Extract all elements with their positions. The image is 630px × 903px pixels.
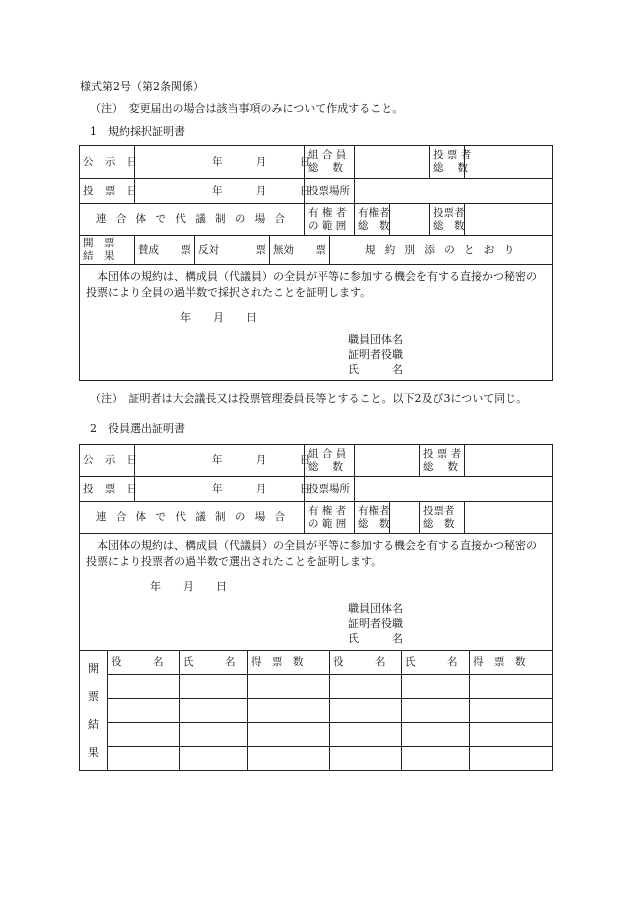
table-row	[80, 747, 553, 771]
votes-for-field[interactable]: 賛成 票	[135, 236, 195, 265]
officer-election-table	[79, 444, 553, 651]
label-federation-voters-total-2: 投票者 総 数	[420, 502, 465, 534]
section-title-officer-election: 2 役員選出証明書	[90, 422, 185, 435]
certification-text: 本団体の規約は、構成員（代議員）の全員が平等に参加する機会を有する直接かつ秘密の投票により全員の過半数で採択されたことを証明します。	[86, 270, 537, 299]
note-change-notification: （注） 変更届出の場合は該当事項のみについて作成すること。	[90, 102, 404, 115]
signature-org-label-2: 職員団体名	[348, 602, 403, 615]
results-cell[interactable]	[180, 723, 248, 747]
voting-place-field-2[interactable]	[355, 477, 553, 502]
section-title-bylaws-certificate: 1 規約採択証明書	[90, 125, 185, 138]
day-label: 日	[299, 155, 311, 168]
label-union-members-total: 組 合 員 総 数	[305, 146, 355, 179]
label-voters-total: 投 票 者 総 数	[430, 146, 465, 179]
union-members-total-field[interactable]	[355, 146, 430, 179]
row-announcement-date	[80, 146, 553, 179]
federation-voters-total-field-2[interactable]	[465, 502, 553, 534]
bylaws-certificate-table	[79, 145, 553, 381]
row-voting-date	[80, 179, 553, 204]
label-voting-place: 投票場所	[305, 179, 355, 204]
table-row	[80, 699, 553, 723]
col-header-votes-2: 得 票 数	[470, 651, 553, 675]
row-federation	[80, 204, 553, 236]
results-cell[interactable]	[108, 699, 180, 723]
results-cell[interactable]	[330, 723, 402, 747]
officer-results-table	[79, 650, 553, 771]
votes-invalid-field[interactable]: 無効 票	[270, 236, 330, 265]
results-cell[interactable]	[248, 675, 330, 699]
col-header-name-2: 氏 名	[402, 651, 470, 675]
row-certification	[80, 265, 553, 381]
label-eligible-scope-2: 有 権 者 の 範 囲	[305, 502, 355, 534]
signature-name-label: 氏 名	[348, 363, 403, 376]
label-announcement-date-2: 公 示 日	[80, 445, 135, 477]
certification-text-2: 本団体の規約は、構成員（代議員）の全員が平等に参加する機会を有する直接かつ秘密の投票により投票者の過半数で選出されたことを証明します。	[86, 539, 537, 568]
label-per-attached-bylaws: 規 約 別 添 の と お り	[330, 236, 553, 265]
row-certification-2	[80, 534, 553, 651]
results-cell[interactable]	[402, 747, 470, 771]
results-cell[interactable]	[470, 723, 553, 747]
voting-date-field-2[interactable]: 年 月 日	[135, 477, 305, 502]
results-cell[interactable]	[330, 699, 402, 723]
results-cell[interactable]	[180, 747, 248, 771]
results-cell[interactable]	[108, 747, 180, 771]
results-cell[interactable]	[248, 723, 330, 747]
results-cell[interactable]	[470, 747, 553, 771]
table-row	[80, 675, 553, 699]
results-cell[interactable]	[248, 747, 330, 771]
row-federation-2	[80, 502, 553, 534]
votes-against-field[interactable]: 反対 票	[195, 236, 270, 265]
announcement-date-field[interactable]	[135, 146, 311, 179]
union-members-total-field-2[interactable]	[355, 445, 420, 477]
signature-name-label-2: 氏 名	[348, 632, 403, 645]
signature-org-label: 職員団体名	[348, 333, 403, 346]
results-cell[interactable]	[180, 675, 248, 699]
signature-title-label: 証明者役職	[348, 348, 403, 361]
results-cell[interactable]	[330, 747, 402, 771]
results-cell[interactable]	[330, 675, 402, 699]
label-federation-voters-total: 投票者 総 数	[430, 204, 465, 236]
label-eligible-scope: 有 権 者 の 範 囲	[305, 204, 355, 236]
federation-voters-total-field[interactable]	[465, 204, 553, 236]
certification-date-2: 年 月 日	[150, 580, 227, 593]
announcement-date-field-2[interactable]: 年 月 日	[135, 445, 305, 477]
form-number: 様式第2号（第2条関係）	[80, 80, 204, 93]
voters-total-field-2[interactable]	[465, 445, 553, 477]
results-cell[interactable]	[402, 699, 470, 723]
label-eligible-total: 有権者 総 数	[355, 204, 390, 236]
certification-box-2	[80, 534, 553, 651]
results-header-row	[80, 651, 553, 675]
col-header-votes: 得 票 数	[248, 651, 330, 675]
table-row	[80, 723, 553, 747]
note-certifier: （注） 証明者は大会議長又は投票管理委員長等とすること。以下2及び3について同じ。	[90, 392, 528, 405]
results-cell[interactable]	[108, 723, 180, 747]
col-header-position-2: 役 名	[330, 651, 402, 675]
eligible-total-field[interactable]	[390, 204, 430, 236]
label-federation-delegate: 連 合 体 で 代 議 制 の 場 合	[80, 204, 305, 236]
col-header-name: 氏 名	[180, 651, 248, 675]
eligible-total-field-2[interactable]	[390, 502, 420, 534]
results-cell[interactable]	[180, 699, 248, 723]
signature-title-label-2: 証明者役職	[348, 617, 403, 630]
label-announcement-date: 公 示 日	[80, 146, 135, 179]
certification-box	[80, 265, 553, 381]
voting-date-field[interactable]: 年 月 日	[135, 179, 305, 204]
results-cell[interactable]	[402, 723, 470, 747]
results-cell[interactable]	[402, 675, 470, 699]
results-cell[interactable]	[470, 699, 553, 723]
label-voting-date: 投 票 日	[80, 179, 135, 204]
row-count-result	[80, 236, 553, 265]
label-voting-date-2: 投 票 日	[80, 477, 135, 502]
results-cell[interactable]	[108, 675, 180, 699]
col-header-position: 役 名	[108, 651, 180, 675]
year-label: 年	[212, 155, 223, 168]
label-eligible-total-2: 有権者 総 数	[355, 502, 390, 534]
month-label: 月	[255, 155, 267, 168]
results-cell[interactable]	[248, 699, 330, 723]
results-cell[interactable]	[470, 675, 553, 699]
label-voters-total-2: 投 票 者 総 数	[420, 445, 465, 477]
label-voting-place-2: 投票場所	[305, 477, 355, 502]
label-union-members-total-2: 組 合 員 総 数	[305, 445, 355, 477]
voting-place-field[interactable]	[355, 179, 553, 204]
row-announcement-date-2	[80, 445, 553, 477]
label-count-result-vertical: 開 票 結 果	[80, 651, 108, 771]
certification-date: 年 月 日	[180, 311, 257, 324]
voters-total-field[interactable]	[465, 146, 553, 179]
row-voting-date-2	[80, 477, 553, 502]
label-federation-delegate-2: 連 合 体 で 代 議 制 の 場 合	[80, 502, 305, 534]
label-count-result: 開 票 結 果	[80, 236, 135, 265]
